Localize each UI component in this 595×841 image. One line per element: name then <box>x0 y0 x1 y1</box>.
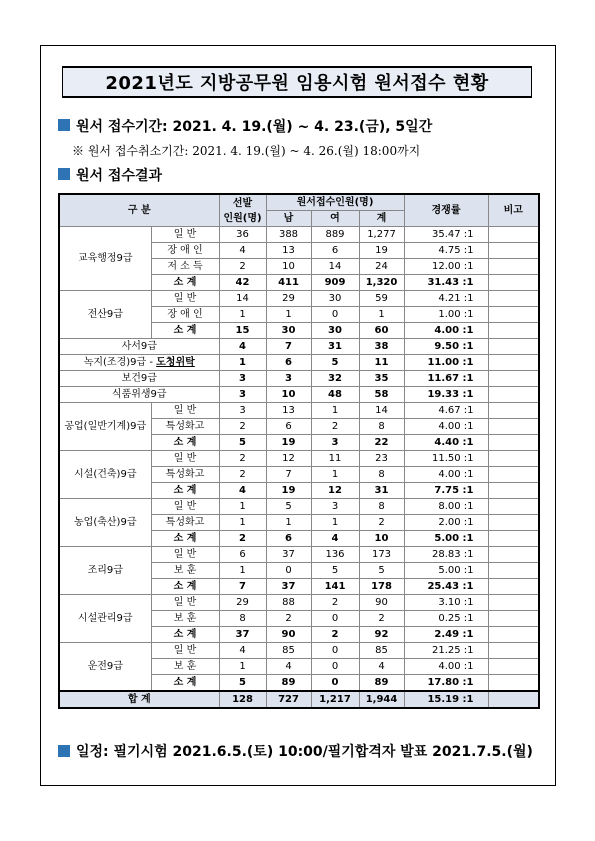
cell-sum: 92 <box>359 627 404 643</box>
cell-sum: 90 <box>359 595 404 611</box>
cell-male: 10 <box>266 387 311 403</box>
cell-rate: 2.00 :1 <box>404 515 488 531</box>
cell-rate: 15.19 :1 <box>404 691 488 708</box>
cell-rate: 4.75 :1 <box>404 243 488 259</box>
cell-selected: 4 <box>219 483 266 499</box>
cell-selected: 128 <box>219 691 266 708</box>
cell-male: 411 <box>266 275 311 291</box>
cell-female: 0 <box>311 611 359 627</box>
cell-male: 90 <box>266 627 311 643</box>
row-type: 저 소 득 <box>151 259 219 275</box>
cell-female: 136 <box>311 547 359 563</box>
cell-note <box>488 691 539 708</box>
cell-male: 13 <box>266 403 311 419</box>
cell-female: 1,217 <box>311 691 359 708</box>
cell-female: 2 <box>311 595 359 611</box>
cell-male: 10 <box>266 259 311 275</box>
cell-sum: 1 <box>359 307 404 323</box>
cell-selected: 36 <box>219 227 266 243</box>
cell-selected: 8 <box>219 611 266 627</box>
cell-female: 2 <box>311 627 359 643</box>
cell-male: 13 <box>266 243 311 259</box>
category-name: 시설(건축)9급 <box>59 451 151 499</box>
cell-male: 7 <box>266 467 311 483</box>
cell-note <box>488 371 539 387</box>
cell-selected: 6 <box>219 547 266 563</box>
cell-note <box>488 323 539 339</box>
category-name <box>59 371 219 387</box>
cell-sum: 8 <box>359 499 404 515</box>
blue-square-bullet-icon <box>58 168 70 180</box>
category-name <box>59 387 219 403</box>
cell-note <box>488 531 539 547</box>
table-row <box>59 227 539 243</box>
table-row <box>59 547 539 563</box>
cell-rate: 4.40 :1 <box>404 435 488 451</box>
cell-note <box>488 563 539 579</box>
cell-note <box>488 339 539 355</box>
cancel-period-note: ※ 원서 접수취소기간: 2021. 4. 19.(월) ~ 4. 26.(월) 18:00까지 <box>72 144 421 158</box>
document-title: 2021년도 지방공무원 임용시험 원서접수 현황 <box>105 73 489 94</box>
cell-selected: 2 <box>219 259 266 275</box>
cell-sum: 1,320 <box>359 275 404 291</box>
cell-rate: 11.00 :1 <box>404 355 488 371</box>
cell-sum: 38 <box>359 339 404 355</box>
cell-selected: 37 <box>219 627 266 643</box>
cell-note <box>488 307 539 323</box>
cell-note <box>488 387 539 403</box>
row-type: 일 반 <box>151 499 219 515</box>
row-type: 소 계 <box>151 435 219 451</box>
results-table-body <box>59 227 539 709</box>
cell-selected: 2 <box>219 531 266 547</box>
cell-female: 3 <box>311 435 359 451</box>
category-name: 공업(일반기계)9급 <box>59 403 151 451</box>
cell-note <box>488 355 539 371</box>
cell-note <box>488 499 539 515</box>
cell-male: 30 <box>266 323 311 339</box>
cell-male: 1 <box>266 515 311 531</box>
cell-rate: 21.25 :1 <box>404 643 488 659</box>
cell-selected: 3 <box>219 403 266 419</box>
cell-selected: 1 <box>219 659 266 675</box>
row-type: 보 훈 <box>151 563 219 579</box>
header-category: 구 분 <box>59 194 219 227</box>
cell-rate: 2.49 :1 <box>404 627 488 643</box>
cell-rate: 4.00 :1 <box>404 659 488 675</box>
cell-female: 48 <box>311 387 359 403</box>
cell-sum: 14 <box>359 403 404 419</box>
cell-sum: 2 <box>359 611 404 627</box>
row-type: 소 계 <box>151 627 219 643</box>
cell-rate: 4.00 :1 <box>404 419 488 435</box>
cell-female: 0 <box>311 307 359 323</box>
cell-male: 5 <box>266 499 311 515</box>
cell-note <box>488 419 539 435</box>
cell-selected: 14 <box>219 291 266 307</box>
cell-sum: 8 <box>359 467 404 483</box>
results-table <box>58 193 540 709</box>
cell-sum: 173 <box>359 547 404 563</box>
row-type: 특성화고 <box>151 515 219 531</box>
row-type: 일 반 <box>151 547 219 563</box>
cell-note <box>488 467 539 483</box>
cell-female: 5 <box>311 355 359 371</box>
cell-selected: 7 <box>219 579 266 595</box>
row-type: 소 계 <box>151 579 219 595</box>
cell-male: 1 <box>266 307 311 323</box>
row-type: 소 계 <box>151 531 219 547</box>
cell-rate: 9.50 :1 <box>404 339 488 355</box>
cell-selected: 3 <box>219 371 266 387</box>
cell-sum: 60 <box>359 323 404 339</box>
total-label: 합 계 <box>59 691 219 708</box>
cell-male: 88 <box>266 595 311 611</box>
header-female: 여 <box>311 211 359 227</box>
table-row <box>59 291 539 307</box>
cell-rate: 28.83 :1 <box>404 547 488 563</box>
cell-female: 30 <box>311 323 359 339</box>
cell-male: 37 <box>266 579 311 595</box>
cell-sum: 1,944 <box>359 691 404 708</box>
cell-selected: 1 <box>219 563 266 579</box>
cell-female: 1 <box>311 467 359 483</box>
table-row <box>59 339 539 355</box>
cell-selected: 2 <box>219 467 266 483</box>
cell-rate: 4.00 :1 <box>404 467 488 483</box>
cell-rate: 11.50 :1 <box>404 451 488 467</box>
cell-note <box>488 435 539 451</box>
cell-male: 85 <box>266 643 311 659</box>
cell-sum: 4 <box>359 659 404 675</box>
cell-female: 30 <box>311 291 359 307</box>
cell-note <box>488 643 539 659</box>
cell-rate: 11.67 :1 <box>404 371 488 387</box>
cell-note <box>488 275 539 291</box>
row-type: 특성화고 <box>151 467 219 483</box>
cell-selected: 4 <box>219 243 266 259</box>
cell-female: 0 <box>311 675 359 692</box>
table-row <box>59 387 539 403</box>
cell-male: 6 <box>266 531 311 547</box>
cell-selected: 4 <box>219 643 266 659</box>
cell-sum: 58 <box>359 387 404 403</box>
cell-sum: 23 <box>359 451 404 467</box>
row-type: 소 계 <box>151 675 219 692</box>
cell-note <box>488 515 539 531</box>
cell-male: 29 <box>266 291 311 307</box>
cell-female: 3 <box>311 499 359 515</box>
category-name-text: 식품위생9급 <box>111 388 167 400</box>
category-name: 조리9급 <box>59 547 151 595</box>
cell-selected: 5 <box>219 675 266 692</box>
table-row <box>59 643 539 659</box>
category-name: 농업(축산)9급 <box>59 499 151 547</box>
cell-selected: 15 <box>219 323 266 339</box>
header-rate: 경쟁률 <box>404 194 488 227</box>
cell-rate: 17.80 :1 <box>404 675 488 692</box>
cell-note <box>488 243 539 259</box>
cell-female: 141 <box>311 579 359 595</box>
cell-sum: 2 <box>359 515 404 531</box>
cell-selected: 5 <box>219 435 266 451</box>
row-type: 일 반 <box>151 595 219 611</box>
cell-female: 2 <box>311 419 359 435</box>
cell-note <box>488 627 539 643</box>
cell-female: 0 <box>311 643 359 659</box>
row-type: 특성화고 <box>151 419 219 435</box>
cell-rate: 19.33 :1 <box>404 387 488 403</box>
cell-sum: 8 <box>359 419 404 435</box>
cell-male: 6 <box>266 355 311 371</box>
cell-sum: 24 <box>359 259 404 275</box>
cell-rate: 25.43 :1 <box>404 579 488 595</box>
cell-female: 0 <box>311 659 359 675</box>
cell-sum: 59 <box>359 291 404 307</box>
cell-selected: 3 <box>219 387 266 403</box>
table-row <box>59 595 539 611</box>
cell-selected: 2 <box>219 451 266 467</box>
cell-note <box>488 675 539 692</box>
cell-rate: 31.43 :1 <box>404 275 488 291</box>
cell-note <box>488 259 539 275</box>
cell-selected: 4 <box>219 339 266 355</box>
cell-female: 4 <box>311 531 359 547</box>
cell-female: 14 <box>311 259 359 275</box>
category-name-emphasis: 도청위탁 <box>156 356 195 368</box>
cell-male: 7 <box>266 339 311 355</box>
cell-rate: 7.75 :1 <box>404 483 488 499</box>
table-row <box>59 355 539 371</box>
category-name-text: 보건9급 <box>121 372 157 384</box>
cell-male: 0 <box>266 563 311 579</box>
cell-note <box>488 611 539 627</box>
cell-sum: 11 <box>359 355 404 371</box>
cell-rate: 35.47 :1 <box>404 227 488 243</box>
cell-male: 89 <box>266 675 311 692</box>
cell-sum: 85 <box>359 643 404 659</box>
cell-rate: 3.10 :1 <box>404 595 488 611</box>
cell-male: 4 <box>266 659 311 675</box>
cell-female: 889 <box>311 227 359 243</box>
cell-male: 3 <box>266 371 311 387</box>
cell-note <box>488 291 539 307</box>
cell-female: 6 <box>311 243 359 259</box>
header-applicants: 원서접수인원(명) <box>266 194 404 211</box>
row-type: 일 반 <box>151 403 219 419</box>
cell-rate: 12.00 :1 <box>404 259 488 275</box>
results-heading: 원서 접수결과 <box>76 168 163 184</box>
cell-note <box>488 579 539 595</box>
category-name: 운전9급 <box>59 643 151 692</box>
header-sum: 계 <box>359 211 404 227</box>
cell-male: 2 <box>266 611 311 627</box>
cell-male: 19 <box>266 483 311 499</box>
cell-note <box>488 451 539 467</box>
cell-selected: 1 <box>219 307 266 323</box>
cell-selected: 42 <box>219 275 266 291</box>
cell-female: 31 <box>311 339 359 355</box>
document-title-box <box>62 66 532 98</box>
cell-selected: 1 <box>219 499 266 515</box>
cell-note <box>488 227 539 243</box>
row-type: 일 반 <box>151 451 219 467</box>
cell-sum: 35 <box>359 371 404 387</box>
cell-note <box>488 483 539 499</box>
cell-selected: 2 <box>219 419 266 435</box>
cell-female: 12 <box>311 483 359 499</box>
cell-female: 5 <box>311 563 359 579</box>
row-type: 소 계 <box>151 323 219 339</box>
cell-male: 727 <box>266 691 311 708</box>
table-row <box>59 499 539 515</box>
cell-rate: 8.00 :1 <box>404 499 488 515</box>
cell-male: 12 <box>266 451 311 467</box>
cell-sum: 31 <box>359 483 404 499</box>
category-name-text: 사서9급 <box>121 340 157 352</box>
header-male: 남 <box>266 211 311 227</box>
row-type: 보 훈 <box>151 611 219 627</box>
cell-rate: 5.00 :1 <box>404 563 488 579</box>
category-name <box>59 339 219 355</box>
total-row <box>59 691 539 708</box>
cell-note <box>488 659 539 675</box>
cell-sum: 1,277 <box>359 227 404 243</box>
cell-female: 11 <box>311 451 359 467</box>
row-type: 장 애 인 <box>151 307 219 323</box>
cell-selected: 1 <box>219 515 266 531</box>
cell-rate: 0.25 :1 <box>404 611 488 627</box>
cell-sum: 10 <box>359 531 404 547</box>
schedule-text: 일정: 필기시험 2021.6.5.(토) 10:00/필기합격자 발표 2021.7.5.(월) <box>76 744 533 760</box>
row-type: 일 반 <box>151 643 219 659</box>
cell-sum: 22 <box>359 435 404 451</box>
cell-female: 909 <box>311 275 359 291</box>
category-name-text: 녹지(조경)9급 - <box>83 356 157 368</box>
row-type: 소 계 <box>151 275 219 291</box>
cell-male: 37 <box>266 547 311 563</box>
category-name: 시설관리9급 <box>59 595 151 643</box>
row-type: 일 반 <box>151 227 219 243</box>
cell-sum: 19 <box>359 243 404 259</box>
cell-sum: 178 <box>359 579 404 595</box>
cell-note <box>488 547 539 563</box>
cell-note <box>488 595 539 611</box>
cell-male: 19 <box>266 435 311 451</box>
blue-square-bullet-icon <box>58 119 70 131</box>
cell-rate: 4.21 :1 <box>404 291 488 307</box>
period-heading: 원서 접수기간: 2021. 4. 19.(월) ~ 4. 23.(금), 5일간 <box>76 119 433 135</box>
cell-rate: 4.67 :1 <box>404 403 488 419</box>
cell-rate: 1.00 :1 <box>404 307 488 323</box>
cell-sum: 5 <box>359 563 404 579</box>
category-name: 교육행정9급 <box>59 227 151 291</box>
cell-female: 1 <box>311 515 359 531</box>
cell-rate: 4.00 :1 <box>404 323 488 339</box>
header-note: 비고 <box>488 194 539 227</box>
cell-rate: 5.00 :1 <box>404 531 488 547</box>
header-selected: 선발 인원(명) <box>219 194 266 227</box>
cell-male: 6 <box>266 419 311 435</box>
category-name: 전산9급 <box>59 291 151 339</box>
table-row <box>59 371 539 387</box>
row-type: 보 훈 <box>151 659 219 675</box>
row-type: 장 애 인 <box>151 243 219 259</box>
cell-female: 1 <box>311 403 359 419</box>
table-row <box>59 403 539 419</box>
row-type: 일 반 <box>151 291 219 307</box>
cell-selected: 1 <box>219 355 266 371</box>
cell-female: 32 <box>311 371 359 387</box>
row-type: 소 계 <box>151 483 219 499</box>
blue-square-bullet-icon <box>58 745 70 757</box>
category-name <box>59 355 219 371</box>
cell-selected: 29 <box>219 595 266 611</box>
cell-sum: 89 <box>359 675 404 692</box>
cell-note <box>488 403 539 419</box>
table-row <box>59 451 539 467</box>
cell-male: 388 <box>266 227 311 243</box>
